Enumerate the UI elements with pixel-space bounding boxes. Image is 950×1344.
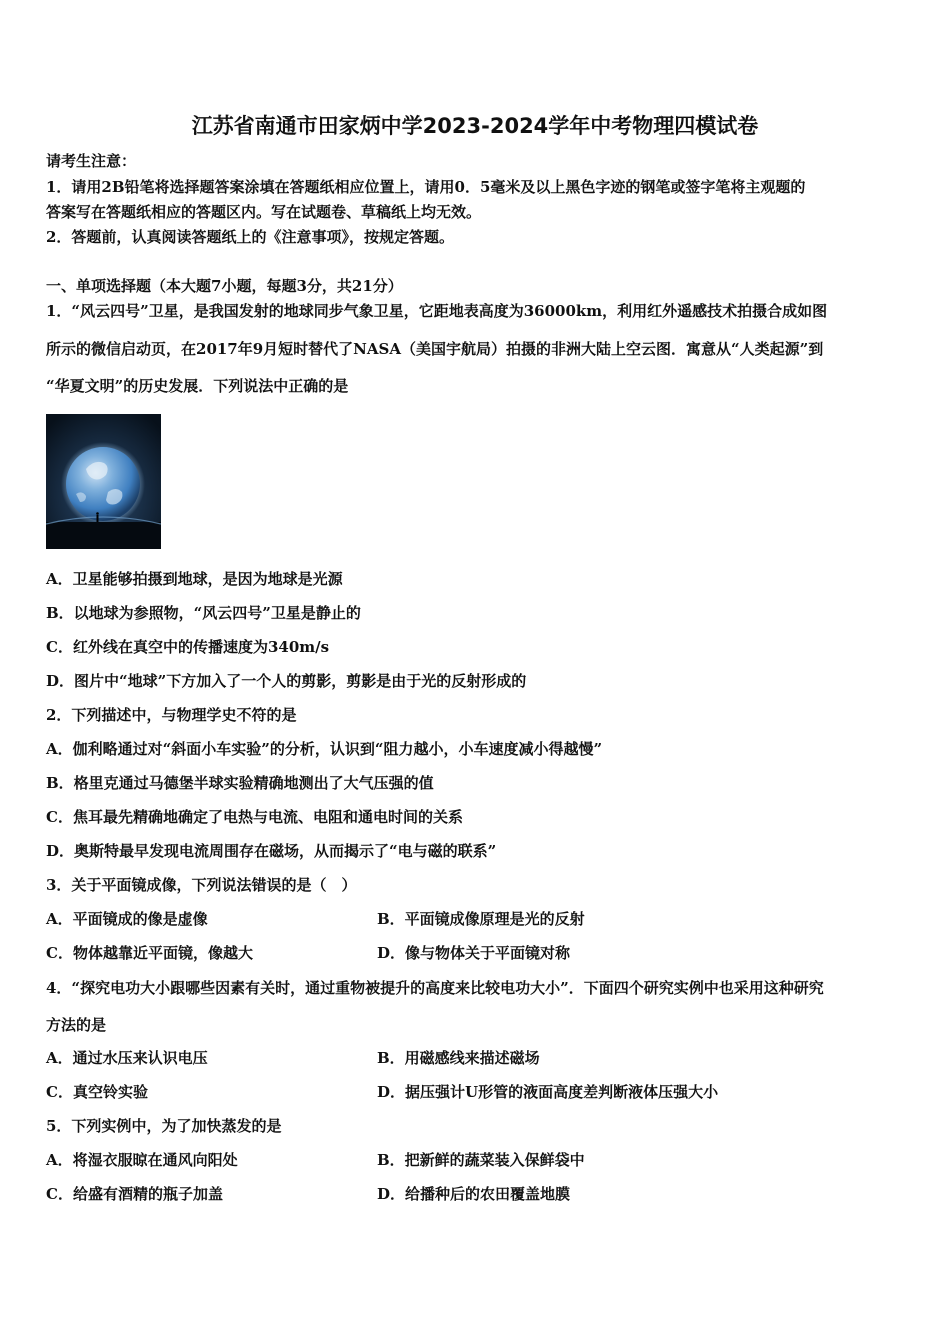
notice-line-1: 1．请用2B铅笔将选择题答案涂填在答题纸相应位置上，请用0．5毫米及以上黑色字迹的钢笔或签字笔将主观题的 [46, 178, 806, 196]
notice-line-2: 答案写在答题纸相应的答题区内。写在试题卷、草稿纸上均无效。 [46, 203, 482, 221]
q4-option-d: D．据压强计U形管的液面高度差判断液体压强大小 [377, 1083, 719, 1101]
q1-stem-line-1: 1．“风云四号”卫星，是我国发射的地球同步气象卫星，它距地表高度为36000km，利用红外遥感技术拍摄合成如图 [46, 302, 828, 320]
q2-option-a: A．伽利略通过对“斜面小车实验”的分析，认识到“阻力越小，小车速度减小得越慢” [46, 740, 603, 758]
page-title: 江苏省南通市田家炳中学2023-2024学年中考物理四模试卷 [191, 114, 759, 138]
q2-option-d: D．奥斯特最早发现电流周围存在磁场，从而揭示了“电与磁的联系” [46, 842, 497, 860]
q3-stem: 3．关于平面镜成像，下列说法错误的是（ ） [46, 876, 357, 894]
q5-stem: 5．下列实例中，为了加快蒸发的是 [46, 1117, 282, 1135]
q1-stem-line-3: “华夏文明”的历史发展．下列说法中正确的是 [46, 377, 349, 395]
earth-image [46, 414, 161, 549]
q4-option-a: A．通过水压来认识电压 [46, 1049, 208, 1067]
q1-option-c: C．红外线在真空中的传播速度为340m/s [46, 638, 330, 656]
q4-option-c: C．真空铃实验 [46, 1083, 148, 1101]
notice-line-3: 2．答题前，认真阅读答题纸上的《注意事项》，按规定答题。 [46, 228, 454, 246]
earth-illustration [46, 414, 161, 549]
q4-option-b: B．用磁感线来描述磁场 [377, 1049, 540, 1067]
q1-option-b: B．以地球为参照物，“风云四号”卫星是静止的 [46, 604, 361, 622]
q5-option-c: C．给盛有酒精的瓶子加盖 [46, 1185, 223, 1203]
q2-stem: 2．下列描述中，与物理学史不符的是 [46, 706, 297, 724]
q2-option-b: B．格里克通过马德堡半球实验精确地测出了大气压强的值 [46, 774, 434, 792]
q3-option-a: A．平面镜成的像是虚像 [46, 910, 208, 928]
q2-option-c: C．焦耳最先精确地确定了电热与电流、电阻和通电时间的关系 [46, 808, 463, 826]
q4-stem-line-2: 方法的是 [46, 1016, 107, 1034]
q3-option-b: B．平面镜成像原理是光的反射 [377, 910, 585, 928]
q5-option-a: A．将湿衣服晾在通风向阳处 [46, 1151, 238, 1169]
q3-option-d: D．像与物体关于平面镜对称 [377, 944, 571, 962]
q1-stem-line-2: 所示的微信启动页，在2017年9月短时替代了NASA（美国宇航局）拍摄的非洲大陆上空云图．寓意从“人类起源”到 [46, 340, 824, 358]
q3-option-c: C．物体越靠近平面镜，像越大 [46, 944, 253, 962]
notice-heading: 请考生注意： [46, 152, 137, 170]
q5-option-d: D．给播种后的农田覆盖地膜 [377, 1185, 571, 1203]
q4-stem-line-1: 4．“探究电功大小跟哪些因素有关时，通过重物被提升的高度来比较电功大小”．下面四个研究实例中也采用这种研究 [46, 979, 824, 997]
q5-option-b: B．把新鲜的蔬菜装入保鲜袋中 [377, 1151, 585, 1169]
q1-option-a: A．卫星能够拍摄到地球，是因为地球是光源 [46, 570, 343, 588]
section-heading: 一、单项选择题（本大题7小题，每题3分，共21分） [46, 277, 403, 295]
q1-option-d: D．图片中“地球”下方加入了一个人的剪影，剪影是由于光的反射形成的 [46, 672, 527, 690]
